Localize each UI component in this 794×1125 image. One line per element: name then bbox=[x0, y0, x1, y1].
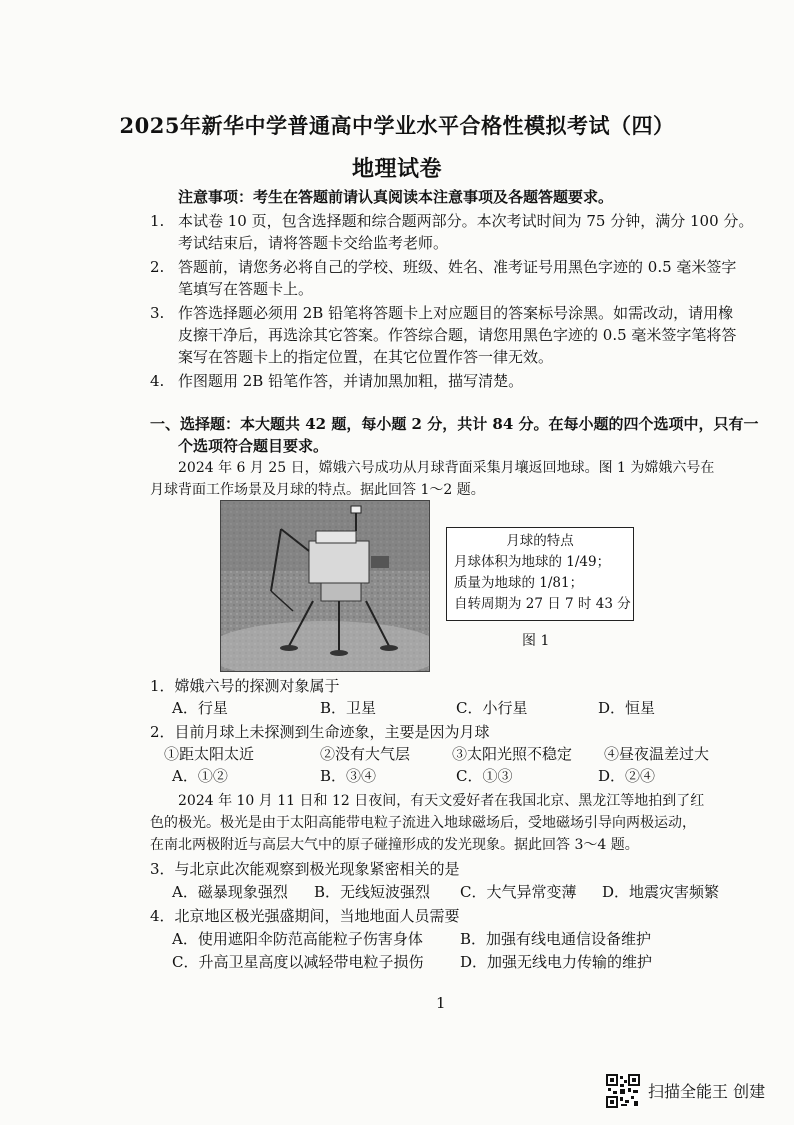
moon-facts-volume: 月球体积为地球的 1/49； bbox=[454, 554, 611, 570]
q3-option-a: A．磁暴现象强烈 bbox=[172, 883, 288, 901]
notice-item-1-num: 1. bbox=[150, 212, 165, 230]
q2-item-2: ②没有大气层 bbox=[320, 745, 411, 763]
q1-option-d: D．恒星 bbox=[598, 699, 656, 717]
q3-option-c: C．大气异常变薄 bbox=[460, 883, 577, 901]
q2-item-4: ④昼夜温差过大 bbox=[604, 745, 710, 763]
lander-illustration bbox=[221, 501, 429, 671]
q1-option-a: A．行星 bbox=[172, 699, 228, 717]
exam-subtitle: 地理试卷 bbox=[351, 156, 442, 182]
q3-option-d: D．地震灾害频繁 bbox=[602, 883, 720, 901]
moon-facts-box bbox=[446, 527, 634, 621]
notice-item-1-line1: 本试卷 10 页，包含选择题和综合题两部分。本次考试时间为 75 分钟，满分 100 分。 bbox=[178, 212, 754, 230]
notice-item-3-line3: 案写在答题卡上的指定位置，在其它位置作答一律无效。 bbox=[178, 348, 554, 366]
q2-option-d: D．②④ bbox=[598, 767, 656, 785]
notice-item-2-num: 2. bbox=[150, 258, 165, 276]
page-number: 1 bbox=[436, 994, 446, 1012]
passage-2-line1: 2024 年 10 月 11 日和 12 日夜间，有天文爱好者在我国北京、黑龙江等地拍到了红 bbox=[178, 793, 705, 809]
notice-item-4-num: 4. bbox=[150, 372, 165, 390]
notice-item-1-line2: 考试结束后，请将答题卡交给监考老师。 bbox=[178, 234, 449, 252]
q2-option-c: C．①③ bbox=[456, 767, 513, 785]
q2-stem: 2．目前月球上未探测到生命迹象，主要是因为月球 bbox=[150, 723, 490, 741]
moon-facts-rotation: 自转周期为 27 日 7 时 43 分 bbox=[454, 596, 631, 612]
q4-option-c: C．升高卫星高度以减轻带电粒子损伤 bbox=[172, 953, 424, 971]
notice-item-4-line1: 作图题用 2B 铅笔作答，并请加黑加粗，描写清楚。 bbox=[178, 372, 524, 390]
q2-option-b: B．③④ bbox=[320, 767, 377, 785]
q4-option-a: A．使用遮阳伞防范高能粒子伤害身体 bbox=[172, 930, 423, 948]
q2-item-1: ①距太阳太近 bbox=[164, 745, 255, 763]
section-heading: 一、选择题：本大题共 42 题，每小题 2 分，共计 84 分。在每小题的四个选项中，只有一 bbox=[150, 415, 759, 433]
moon-facts-mass: 质量为地球的 1/81； bbox=[454, 575, 584, 591]
scanner-watermark-label: 扫描全能王 创建 bbox=[648, 1082, 766, 1101]
passage-1-line1: 2024 年 6 月 25 日，嫦娥六号成功从月球背面采集月壤返回地球。图 1 为嫦娥六号在 bbox=[178, 460, 715, 476]
q3-stem: 3．与北京此次能观察到极光现象紧密相关的是 bbox=[150, 860, 460, 878]
q4-option-b: B．加强有线电通信设备维护 bbox=[460, 930, 652, 948]
passage-2-line3: 在南北两极附近与高层大气中的原子碰撞形成的发光现象。据此回答 3～4 题。 bbox=[150, 837, 639, 853]
exam-title: 2025年新华中学普通高中学业水平合格性模拟考试（四） bbox=[119, 113, 675, 138]
passage-1-line2: 月球背面工作场景及月球的特点。据此回答 1～2 题。 bbox=[150, 482, 485, 498]
notice-heading: 注意事项：考生在答题前请认真阅读本注意事项及各题答题要求。 bbox=[178, 188, 614, 206]
q4-option-d: D．加强无线电力传输的维护 bbox=[460, 953, 653, 971]
notice-item-3-num: 3. bbox=[150, 304, 165, 322]
notice-item-3-line2: 皮擦干净后，再选涂其它答案。作答综合题，请您用黑色字迹的 0.5 毫米签字笔将答 bbox=[178, 326, 737, 344]
q3-option-b: B．无线短波强烈 bbox=[314, 883, 431, 901]
notice-item-3-line1: 作答选择题必须用 2B 铅笔将答题卡上对应题目的答案标号涂黑。如需改动，请用橡 bbox=[178, 304, 734, 322]
q1-option-c: C．小行星 bbox=[456, 699, 528, 717]
q1-stem: 1．嫦娥六号的探测对象属于 bbox=[150, 677, 340, 695]
q1-option-b: B．卫星 bbox=[320, 699, 377, 717]
notice-item-2-line1: 答题前，请您务必将自己的学校、班级、姓名、准考证号用黑色字迹的 0.5 毫米签字 bbox=[178, 258, 737, 276]
moon-facts-title: 月球的特点 bbox=[506, 533, 574, 549]
notice-item-2-line2: 笔填写在答题卡上。 bbox=[178, 280, 314, 298]
q2-option-a: A．①② bbox=[172, 767, 228, 785]
section-heading-cont: 个选项符合题目要求。 bbox=[178, 437, 329, 455]
chang-e-6-lander-photo bbox=[220, 500, 430, 672]
figure-caption: 图 1 bbox=[522, 633, 550, 649]
passage-2-line2: 色的极光。极光是由于太阳高能带电粒子流进入地球磁场后，受地磁场引导向两极运动， bbox=[150, 815, 696, 831]
q4-stem: 4．北京地区极光强盛期间，当地地面人员需要 bbox=[150, 907, 460, 925]
qr-code-icon bbox=[606, 1074, 640, 1108]
q2-item-3: ③太阳光照不稳定 bbox=[452, 745, 573, 763]
